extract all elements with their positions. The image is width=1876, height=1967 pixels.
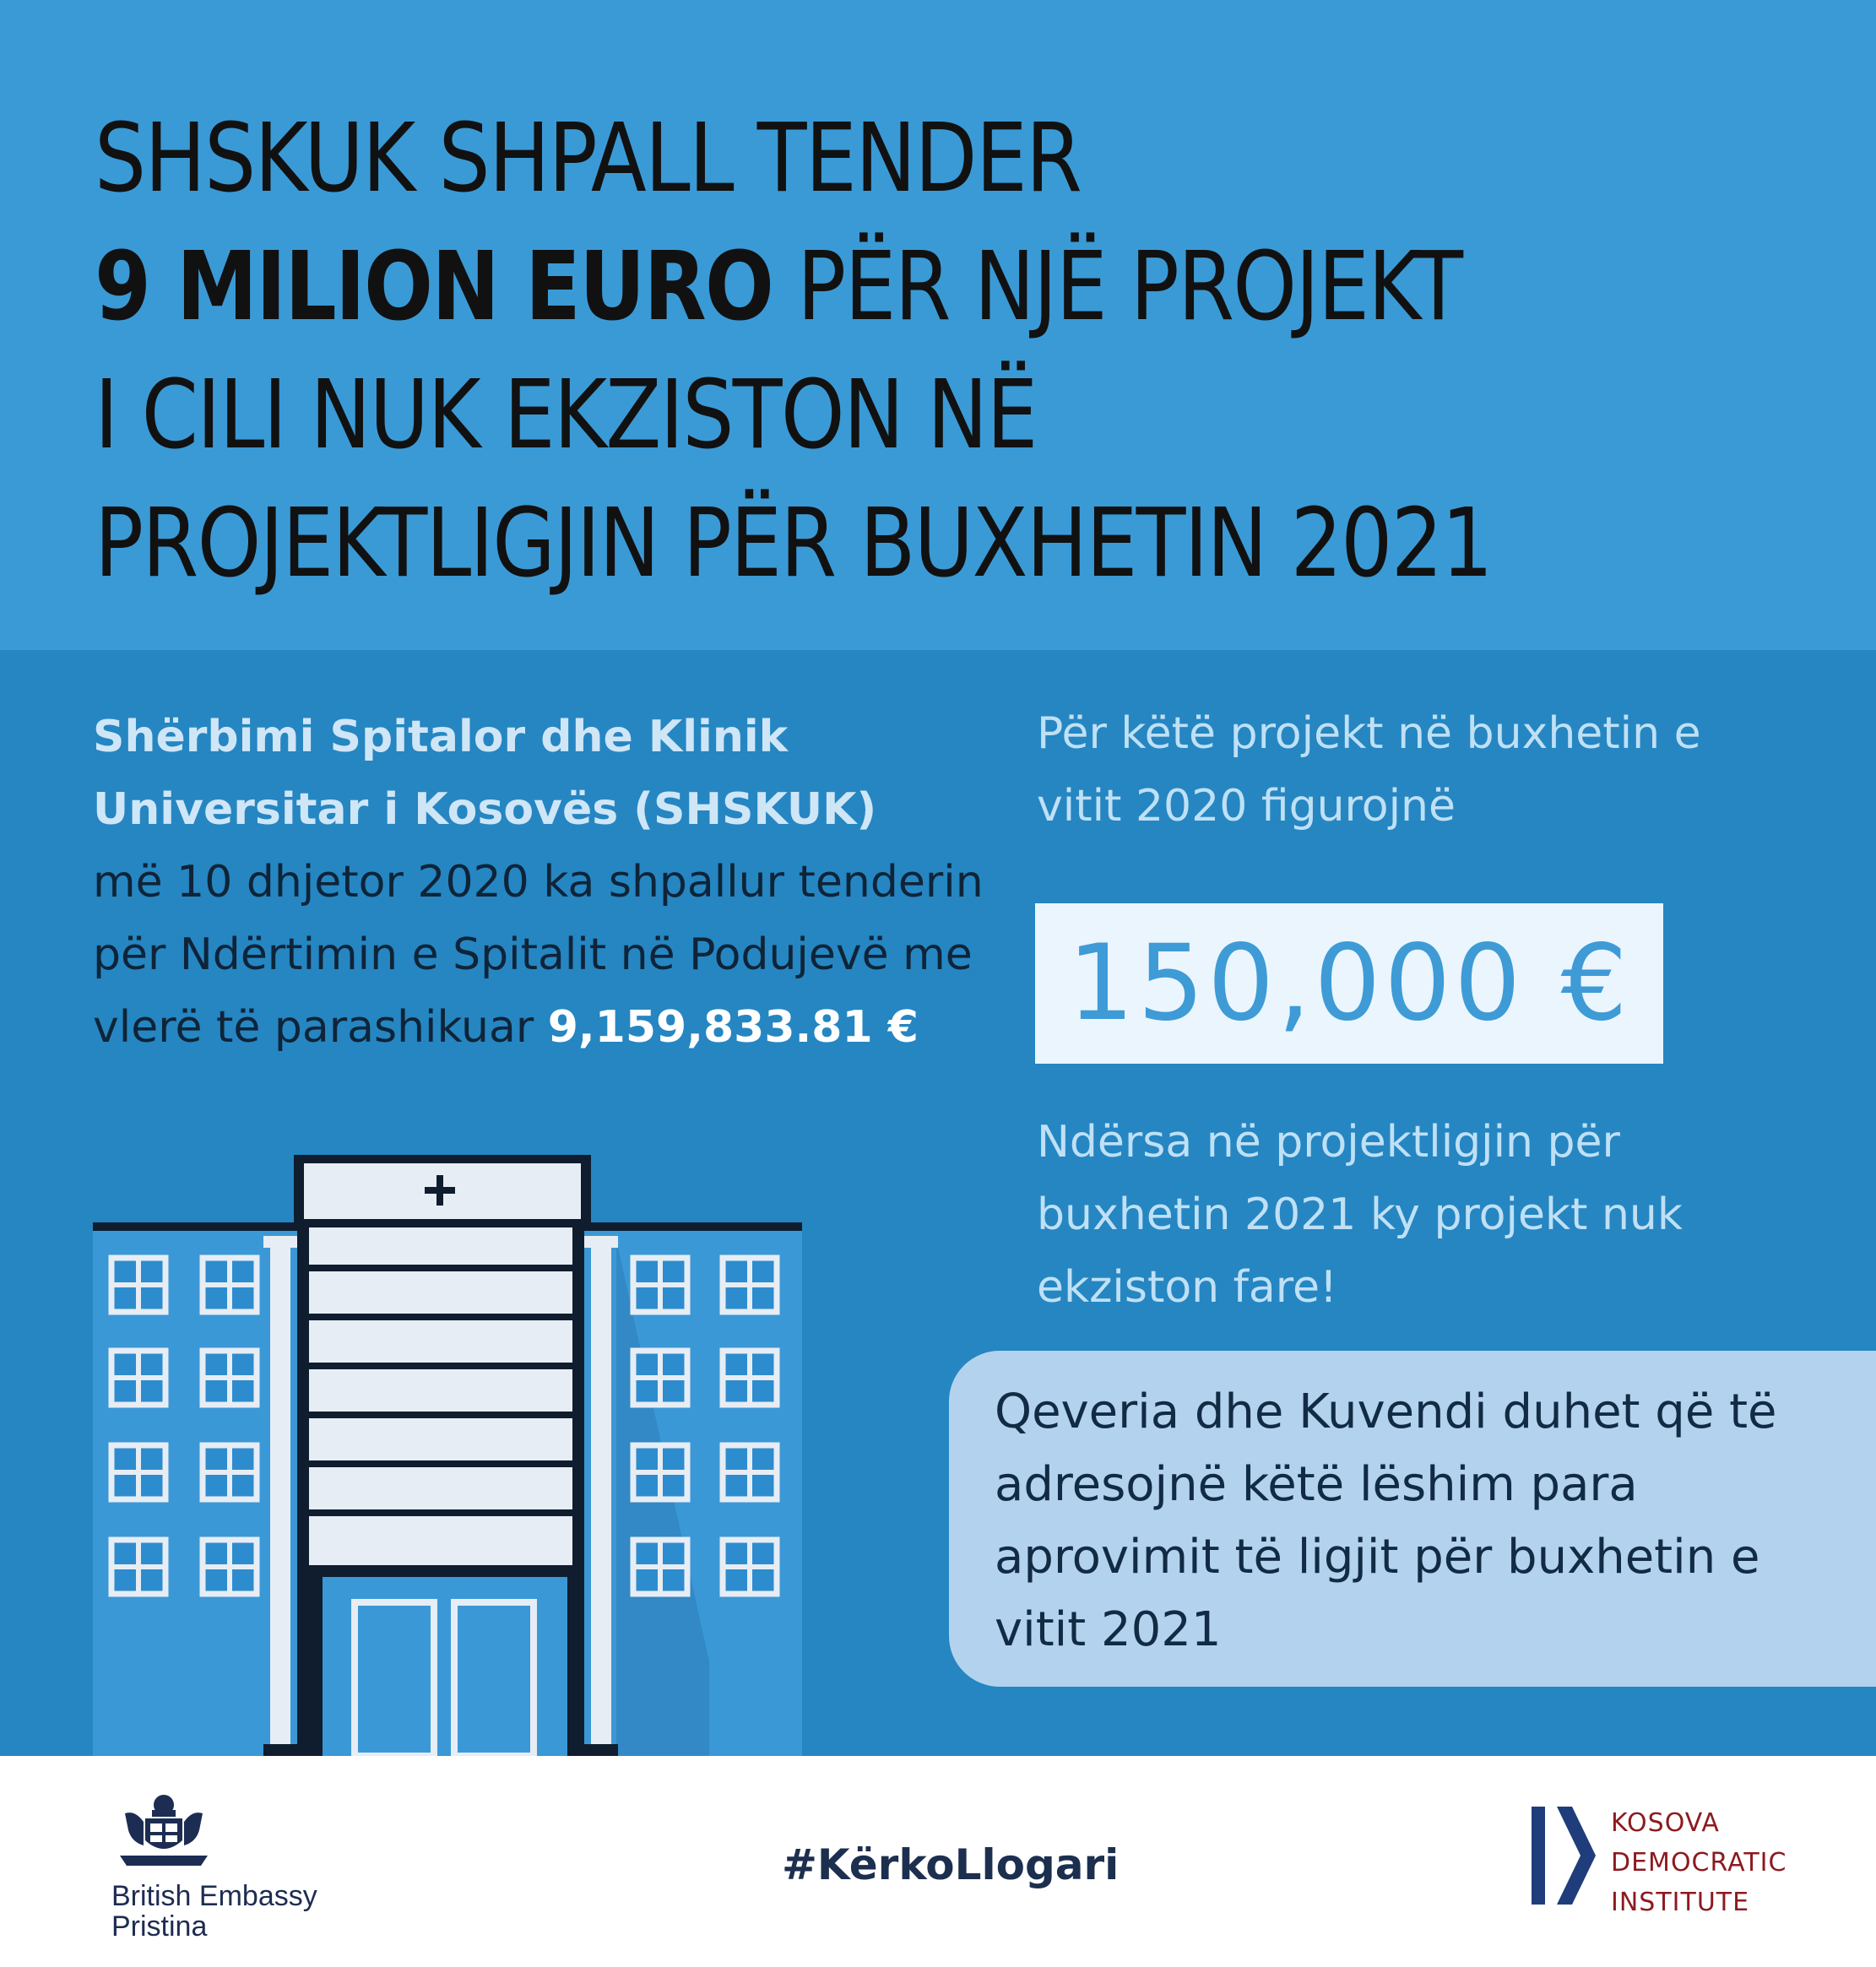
intro-text xyxy=(93,701,988,1064)
org-name-line-1: Shërbimi Spitalor dhe Klinik xyxy=(93,712,789,762)
title-line-3: I CILI NUK EKZISTON NË xyxy=(95,360,1037,470)
header-banner xyxy=(0,0,1876,650)
page-title xyxy=(95,95,1591,608)
budget-2020-text: Për këtë projekt në buxhetin e vitit 2020 figurojnë xyxy=(1037,708,1701,832)
embassy-name xyxy=(111,1881,317,1942)
kdi-line-1: KOSOVA xyxy=(1611,1808,1720,1838)
kdi-line-3: INSTITUTE xyxy=(1611,1888,1750,1917)
title-highlight: 9 MILION EURO xyxy=(95,232,773,342)
title-line-4: PROJEKTLIGJIN PËR BUXHETIN 2021 xyxy=(95,489,1492,599)
tender-amount: 9,159,833.81 € xyxy=(547,1002,919,1053)
intro-body: më 10 dhjetor 2020 ka shpallur tenderin për Ndërtimin e Spitalit në Podujevë me vlerë të parashikuar xyxy=(93,857,984,1053)
hashtag: #KërkoLlogari xyxy=(782,1840,1120,1889)
kdi-line-2: DEMOCRATIC xyxy=(1611,1848,1787,1878)
kdi-name xyxy=(1611,1803,1787,1922)
main-panel xyxy=(0,650,1876,1756)
footer xyxy=(0,1756,1876,1967)
title-line-2-rest: PËR NJË PROJEKT xyxy=(773,232,1462,342)
title-line-1: SHSKUK SHPALL TENDER xyxy=(95,104,1082,214)
hospital-building-icon xyxy=(93,1155,805,1756)
callout-text: Qeveria dhe Kuvendi duhet që të adresojnë këtë lëshim para aprovimit të ligjit për buxhetin e vitit 2021 xyxy=(995,1384,1777,1657)
embassy-line-1: British Embassy xyxy=(111,1880,317,1912)
org-name-line-2: Universitar i Kosovës (SHSKUK) xyxy=(93,784,877,835)
embassy-line-2: Pristina xyxy=(111,1910,208,1943)
budget-2020-amount: 150,000 € xyxy=(1035,903,1663,1064)
royal-coat-of-arms-icon xyxy=(108,1785,220,1872)
title-line-2 xyxy=(95,223,1591,351)
budget-2021-text: Ndërsa në projektligjin për buxhetin 2021 ky projekt nuk ekziston fare! xyxy=(1037,1117,1683,1313)
kdi-logo-icon xyxy=(1532,1807,1596,1905)
callout-box xyxy=(949,1351,1876,1687)
